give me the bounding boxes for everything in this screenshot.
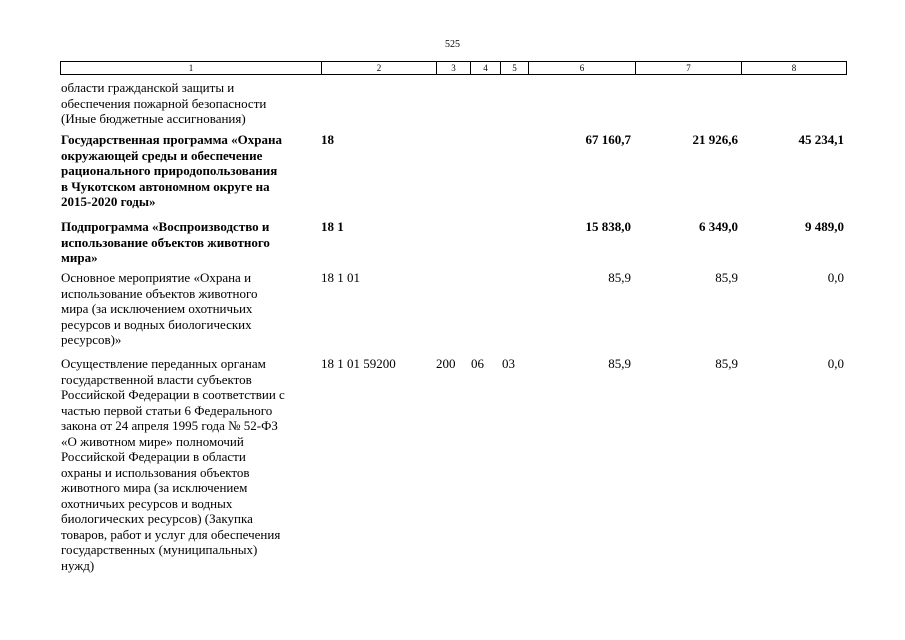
row-code: 18 (321, 132, 334, 147)
row-name-line: рационального природопользования (61, 163, 278, 178)
row-name-line: мира (за исключением охотничьих (61, 301, 253, 316)
row-name-line: использование объектов животного (61, 234, 270, 250)
row-name-line: «О животном мире» полномочий (61, 433, 244, 449)
header-col-8: 8 (791, 63, 797, 73)
row-name-line: Российской Федерации в области (61, 449, 246, 464)
row-name (61, 356, 323, 573)
row-name-line: обеспечения пожарной безопасности (61, 95, 267, 111)
row-name-line: ресурсов и водных биологических (61, 316, 252, 332)
row-value-2: 45 234,1 (798, 132, 844, 147)
row-code: 18 1 01 (321, 270, 360, 285)
row-value-2: 0,0 (827, 356, 844, 371)
row-name (61, 270, 323, 348)
row-name (61, 219, 323, 266)
row-value-1: 21 926,6 (692, 132, 738, 147)
row-name-line: товаров, работ и услуг для обеспечения (61, 526, 281, 542)
row-total: 85,9 (608, 356, 631, 371)
header-col-4: 4 (471, 62, 501, 74)
row-name-line: охраны и использования объектов (61, 464, 250, 480)
row-expense-type: 200 (436, 356, 456, 371)
row-name-line: 2015-2020 годы» (61, 194, 156, 209)
row-name-line: области гражданской защиты и (61, 80, 235, 95)
row-value-2: 9 489,0 (805, 219, 844, 234)
row-value-1: 85,9 (715, 356, 738, 371)
header-col-1: 1 (61, 62, 322, 74)
row-name-line: животного мира (за исключением (61, 480, 248, 495)
row-name-line: закона от 24 апреля 1995 года № 52-ФЗ (61, 418, 278, 433)
row-name-line: Российской Федерации в соответствии с (61, 387, 285, 402)
row-subsection: 03 (502, 356, 515, 371)
header-col-2: 2 (322, 62, 437, 74)
header-col-3: 3 (437, 62, 471, 74)
row-name-line: Осуществление переданных органам (61, 356, 266, 371)
row-value-1: 85,9 (715, 270, 738, 285)
row-name-line: частью первой статьи 6 Федерального (61, 402, 273, 418)
row-name-line: использование объектов животного (61, 285, 258, 301)
row-name-line: окружающей среды и обеспечение (61, 147, 263, 163)
row-name-line: мира» (61, 250, 98, 265)
row-value-1: 6 349,0 (699, 219, 738, 234)
row-name-line: государственных (муниципальных) (61, 542, 258, 557)
row-name-line: Подпрограмма «Воспроизводство и (61, 219, 270, 234)
row-code: 18 1 01 59200 (321, 356, 396, 371)
row-name (61, 80, 323, 127)
row-name-line: биологических ресурсов) (Закупка (61, 511, 253, 526)
row-name-line: охотничьих ресурсов и водных (61, 495, 233, 511)
row-name-line: ресурсов)» (61, 332, 122, 347)
row-name (61, 132, 323, 210)
row-code: 18 1 (321, 219, 344, 234)
row-total: 85,9 (608, 270, 631, 285)
row-value-2: 0,0 (827, 270, 844, 285)
row-name-line: (Иные бюджетные ассигнования) (61, 111, 246, 126)
row-name-line: Основное мероприятие «Охрана и (61, 270, 252, 285)
row-name-line: в Чукотском автономном округе на (61, 178, 270, 194)
table-header (60, 61, 847, 75)
row-section: 06 (471, 356, 484, 371)
page-number: 525 (445, 39, 460, 50)
header-col-5: 5 (501, 62, 529, 74)
header-col-7: 7 (636, 62, 742, 74)
row-name-line: государственной власти субъектов (61, 371, 252, 387)
row-name-line: Государственная программа «Охрана (61, 132, 282, 147)
row-total: 67 160,7 (585, 132, 631, 147)
row-total: 15 838,0 (585, 219, 631, 234)
row-name-line: нужд) (61, 557, 95, 573)
header-col-6: 6 (529, 62, 636, 74)
